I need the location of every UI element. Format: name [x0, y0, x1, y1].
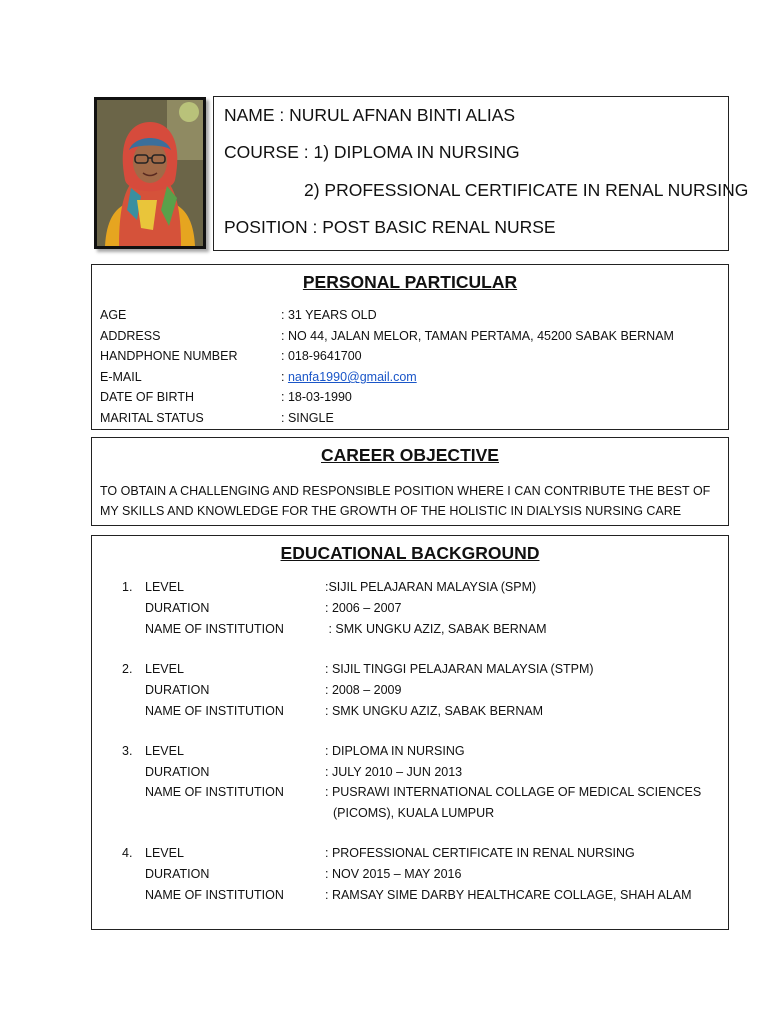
duration-value: : 2008 – 2009 — [325, 683, 402, 697]
dob-label: DATE OF BIRTH — [100, 390, 194, 404]
profile-photo — [94, 97, 206, 249]
email-label: E-MAIL — [100, 370, 142, 384]
career-objective-text: TO OBTAIN A CHALLENGING AND RESPONSIBLE POSITION WHERE I CAN CONTRIBUTE THE BEST OF MY SKILLS AND KNOWLEDGE FOR THE GROWTH OF THE HOLISTIC IN DIALYSIS NURSING CARE — [100, 484, 711, 518]
level-label: LEVEL — [145, 744, 184, 758]
age-label: AGE — [100, 308, 127, 322]
duration-label: DURATION — [145, 683, 210, 697]
career-objective-section — [91, 437, 729, 526]
institution-value: : SMK UNGKU AZIZ, SABAK BERNAM — [325, 622, 547, 636]
entry-number: 3. — [122, 744, 133, 758]
personal-particular-section — [91, 264, 729, 430]
duration-value: : 2006 – 2007 — [325, 601, 402, 615]
level-value: : SIJIL TINGGI PELAJARAN MALAYSIA (STPM) — [325, 662, 594, 676]
duration-label: DURATION — [145, 765, 210, 779]
address-value: : NO 44, JALAN MELOR, TAMAN PERTAMA, 45200 SABAK BERNAM — [281, 329, 674, 343]
entry-number: 1. — [122, 580, 133, 594]
institution-value: : RAMSAY SIME DARBY HEALTHCARE COLLAGE, SHAH ALAM — [325, 888, 692, 902]
age-value: : 31 YEARS OLD — [281, 308, 377, 322]
institution-label: NAME OF INSTITUTION — [145, 704, 284, 718]
institution-value: : PUSRAWI INTERNATIONAL COLLAGE OF MEDICAL SCIENCES — [325, 785, 702, 799]
personal-particular-title: PERSONAL PARTICULAR — [302, 272, 518, 292]
career-objective-title: CAREER OBJECTIVE — [321, 445, 499, 465]
duration-value: : JULY 2010 – JUN 2013 — [325, 765, 463, 779]
level-label: LEVEL — [145, 580, 184, 594]
institution-label: NAME OF INSTITUTION — [145, 622, 284, 636]
institution-label: NAME OF INSTITUTION — [145, 888, 284, 902]
entry-number: 4. — [122, 846, 133, 860]
institution-label: NAME OF INSTITUTION — [145, 785, 284, 799]
duration-label: DURATION — [145, 867, 210, 881]
header-box — [213, 96, 749, 251]
level-value: : DIPLOMA IN NURSING — [325, 744, 465, 758]
course-line-2: 2) PROFESSIONAL CERTIFICATE IN RENAL NURSING — [304, 180, 749, 200]
phone-value: : 018-9641700 — [281, 349, 362, 363]
duration-label: DURATION — [145, 601, 210, 615]
level-value: :SIJIL PELAJARAN MALAYSIA (SPM) — [325, 580, 537, 594]
position-line: POSITION : POST BASIC RENAL NURSE — [224, 217, 556, 237]
marital-value: : SINGLE — [281, 411, 334, 425]
address-label: ADDRESS — [100, 329, 161, 343]
duration-value: : NOV 2015 – MAY 2016 — [325, 867, 462, 881]
level-value: : PROFESSIONAL CERTIFICATE IN RENAL NURSING — [325, 846, 635, 860]
education-title: EDUCATIONAL BACKGROUND — [280, 543, 540, 563]
institution-value: : SMK UNGKU AZIZ, SABAK BERNAM — [325, 704, 544, 718]
institution-value-continued: (PICOMS), KUALA LUMPUR — [333, 806, 495, 820]
marital-label: MARITAL STATUS — [100, 411, 204, 425]
email-link[interactable]: nanfa1990@gmail.com — [287, 370, 417, 384]
entry-number: 2. — [122, 662, 133, 676]
course-line-1: COURSE : 1) DIPLOMA IN NURSING — [224, 142, 520, 162]
education-section — [91, 535, 729, 930]
dob-value: : 18-03-1990 — [281, 390, 352, 404]
name-line: NAME : NURUL AFNAN BINTI ALIAS — [224, 105, 516, 125]
level-label: LEVEL — [145, 846, 184, 860]
email-prefix: : — [281, 370, 288, 384]
email-value — [281, 370, 417, 384]
phone-label: HANDPHONE NUMBER — [100, 349, 238, 363]
level-label: LEVEL — [145, 662, 184, 676]
